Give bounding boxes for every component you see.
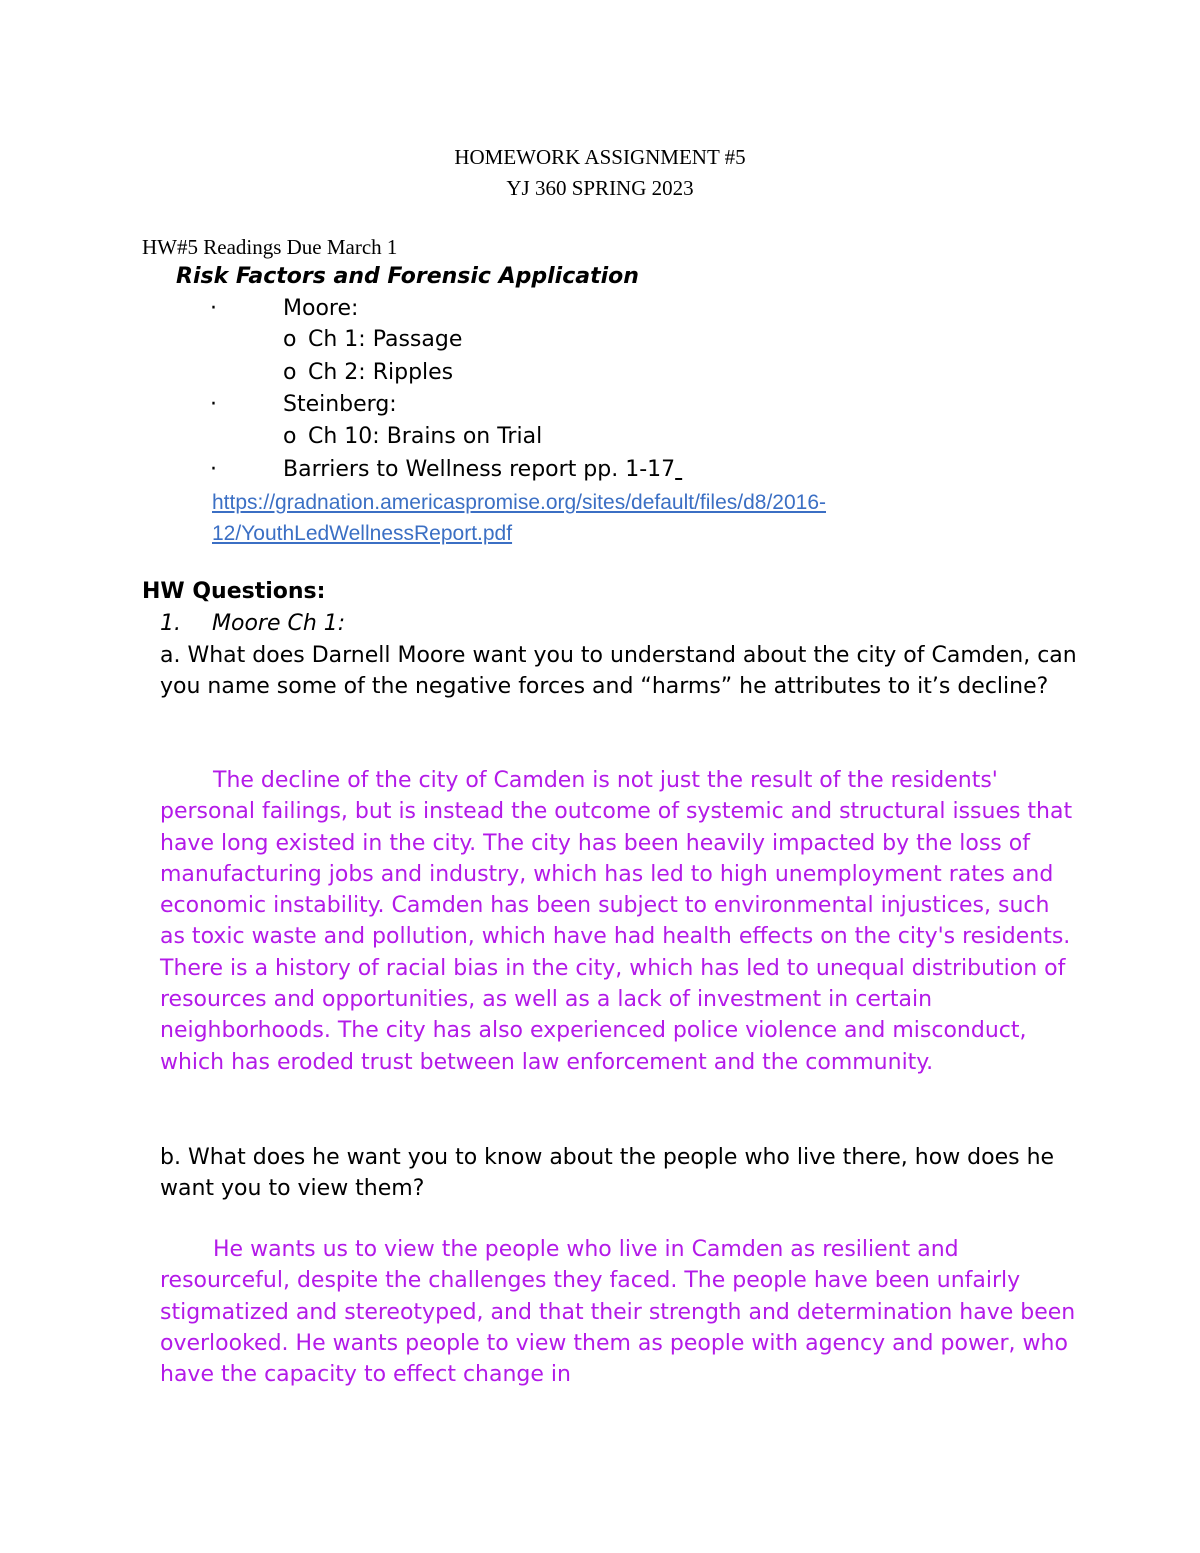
section-title: Risk Factors and Forensic Application [176,264,639,289]
question-b-body: What does he want you to know about the people who live there, how does he want you to view them? [160,1145,1055,1202]
question-a [160,640,1080,703]
reading-subitem-steinberg-ch10: Ch 10: Brains on Trial [308,424,543,449]
question-b-text [160,1142,1080,1205]
answer-b-text: He wants us to view the people who live in Camden as resilient and resourceful, despite the challenges they faced. The people have been unfairly stigmatized and stereotyped, and that their strength and determination have been overlooked. He wants people to view them as people with agency and power, who have the capacity to effect change in [160,1237,1076,1388]
reading-item-barriers [283,455,682,485]
bullet-icon: · [210,457,217,482]
wellness-report-link-line-1[interactable]: https://gradnation.americaspromise.org/sites/default/files/d8/2016- [212,491,826,514]
hw-questions-heading: HW Questions: [142,579,326,604]
answer-b [160,1234,1080,1390]
answer-a [160,765,1080,1078]
reading-item-steinberg: Steinberg: [283,392,397,417]
bullet-icon: · [210,296,217,321]
assignment-title: HOMEWORK ASSIGNMENT #5 [454,145,746,169]
sub-bullet-icon: o [283,327,297,352]
course-title: YJ 360 SPRING 2023 [506,176,694,200]
reading-subitem-moore-ch2: Ch 2: Ripples [308,360,454,385]
question-a-label: a. [160,643,181,668]
reading-item-barriers-label: Barriers to Wellness report pp. 1-17 [283,457,676,482]
sub-bullet-icon: o [283,360,297,385]
question-a-text [160,640,1080,703]
readings-due-heading: HW#5 Readings Due March 1 [142,235,398,259]
trailing-underline [675,457,682,482]
question-b-label: b. [160,1145,181,1170]
bullet-icon: · [210,392,217,417]
wellness-report-link-line-2[interactable]: 12/YouthLedWellnessReport.pdf [212,522,513,545]
reading-item-moore: Moore: [283,296,359,321]
reading-subitem-moore-ch1: Ch 1: Passage [308,327,463,352]
question-1-number: 1. [160,611,181,636]
question-1-title: Moore Ch 1: [212,611,346,636]
sub-bullet-icon: o [283,424,297,449]
question-a-body: What does Darnell Moore want you to understand about the city of Camden, can you name some of the negative forces and “harms” he attributes to it’s decline? [160,643,1077,700]
question-b [160,1142,1080,1205]
answer-a-text: The decline of the city of Camden is not just the result of the residents' personal failings, but is instead the outcome of systemic and structural issues that have long existed in the city. The city has been heavily impacted by the loss of manufacturing jobs and industry, which has led to high unemployment rates and economic instability. Camden has been subject to environmental injustices, such as toxic waste and pollution, which have had health effects on the city's residents. There is a history of racial bias in the city, which has led to unequal distribution of resources and opportunities, as well as a lack of investment in certain neighborhoods. The city has also experienced police violence and misconduct, which has eroded trust between law enforcement and the community. [160,768,1073,1075]
